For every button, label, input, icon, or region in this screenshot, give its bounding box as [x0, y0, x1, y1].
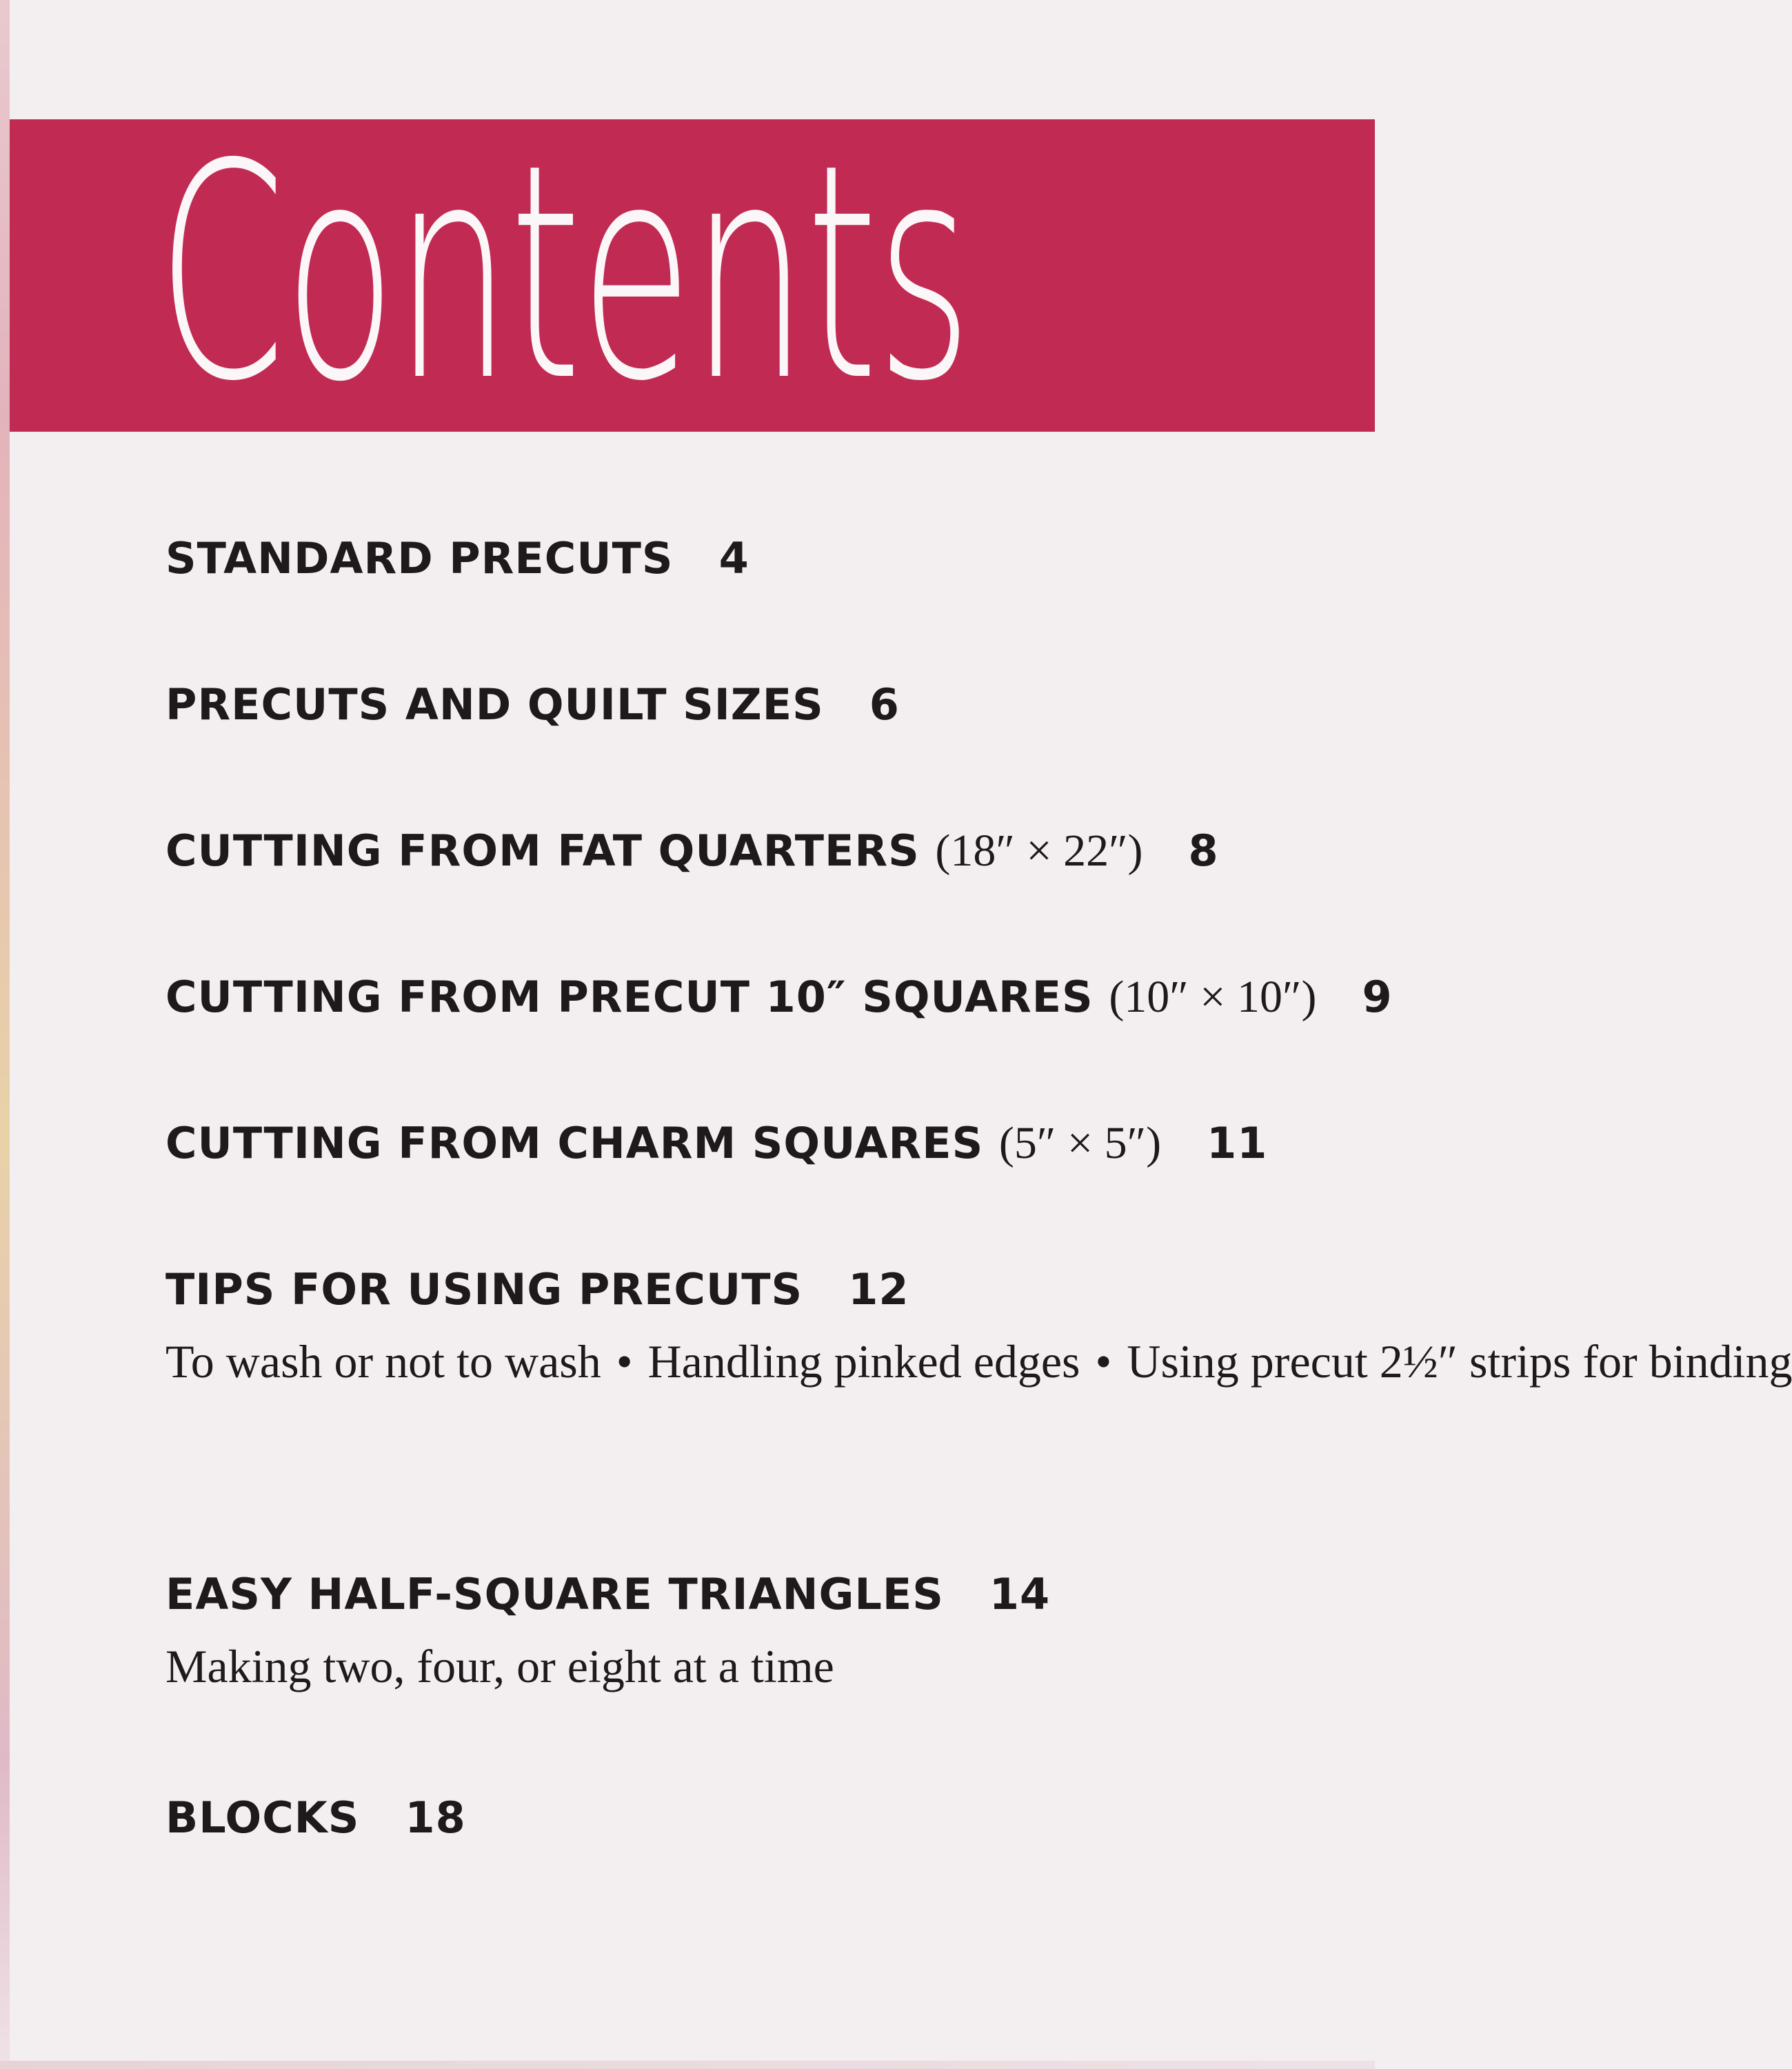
toc-heading: [165, 1117, 1267, 1170]
toc-description: Making two, four, or eight at a time: [165, 1640, 834, 1692]
bullet-separator: •: [616, 1335, 633, 1388]
bullet-separator: •: [1095, 1335, 1112, 1388]
page-edge: [0, 0, 10, 2069]
toc-heading: [165, 1792, 466, 1844]
toc-heading: [165, 1263, 1792, 1316]
toc-label: CUTTING FROM PRECUT 10″ SQUARES: [165, 972, 1094, 1022]
toc-dimensions: (10″ × 10″): [1109, 972, 1317, 1022]
toc-label: TIPS FOR USING PRECUTS: [165, 1264, 803, 1315]
toc-page-number: 14: [989, 1569, 1051, 1619]
toc-entry-cutting-from-charm-squares[interactable]: [165, 1117, 1267, 1170]
toc-page-number: 4: [718, 533, 749, 583]
toc-label: CUTTING FROM FAT QUARTERS: [165, 826, 920, 876]
toc-heading: [165, 679, 900, 731]
toc-page-number: 8: [1188, 826, 1219, 876]
toc-subtopic: Using precut 2½″ strips for binding: [1127, 1335, 1792, 1388]
toc-entry-precuts-and-quilt-sizes[interactable]: [165, 679, 900, 731]
toc-subtopic: Handling pinked edges: [647, 1335, 1080, 1388]
toc-entry-easy-half-square-triangles[interactable]: [165, 1568, 1050, 1701]
toc-page-number: 11: [1207, 1118, 1268, 1168]
toc-label: EASY HALF-SQUARE TRIANGLES: [165, 1569, 944, 1619]
toc-entry-cutting-from-precut-10-squares[interactable]: [165, 971, 1393, 1023]
toc-page-number: 6: [869, 679, 900, 730]
toc-label: PRECUTS AND QUILT SIZES: [165, 679, 824, 730]
toc-heading: [165, 825, 1219, 877]
toc-heading: [165, 971, 1393, 1023]
toc-subtopic: To wash or not to wash: [165, 1335, 601, 1388]
toc-page-number: 9: [1362, 972, 1393, 1022]
toc-page-number: 12: [848, 1264, 909, 1315]
bottom-edge: [0, 2061, 1375, 2069]
toc-heading: [165, 1568, 1050, 1621]
toc-dimensions: (18″ × 22″): [935, 826, 1143, 876]
toc-entry-blocks[interactable]: [165, 1792, 466, 1844]
toc-label: STANDARD PRECUTS: [165, 533, 674, 583]
toc-entry-tips-for-using-precuts[interactable]: [165, 1263, 1792, 1396]
toc-label: CUTTING FROM CHARM SQUARES: [165, 1118, 984, 1168]
toc-description: [165, 1327, 1792, 1396]
toc-heading: [165, 532, 749, 585]
toc-label: BLOCKS: [165, 1792, 360, 1843]
page-title: Contents: [157, 101, 971, 446]
toc-entry-cutting-from-fat-quarters[interactable]: [165, 825, 1219, 877]
toc-entry-standard-precuts[interactable]: [165, 532, 749, 585]
toc-page-number: 18: [405, 1792, 466, 1843]
toc-dimensions: (5″ × 5″): [998, 1118, 1162, 1168]
